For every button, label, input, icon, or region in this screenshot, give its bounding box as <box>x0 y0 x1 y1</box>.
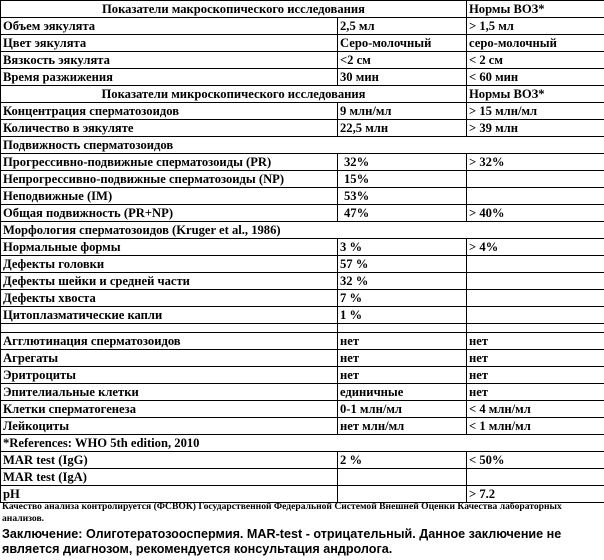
parameter-name: Непрогрессивно-подвижные сперматозоиды (NP) <box>1 171 338 188</box>
table-row <box>1 120 604 137</box>
result-value: 32% <box>338 154 467 171</box>
norm-value <box>467 273 604 290</box>
parameter-name: MAR test (IgG) <box>1 452 338 469</box>
conclusion-text: Заключение: Олиготератозооспермия. MAR-test - отрицательный. Данное заключение не является диагнозом, рекомендуется консультация андролога. <box>2 527 562 556</box>
result-value: 2,5 мл <box>338 18 467 35</box>
section-header-title: Показатели макроскопического исследования <box>1 1 467 18</box>
parameter-name: Количество в эякуляте <box>1 120 338 137</box>
result-value: 57 % <box>338 256 467 273</box>
norm-value: > 39 млн <box>467 120 604 137</box>
parameter-name: Объем эякулята <box>1 18 338 35</box>
section-title: Морфология сперматозоидов (Kruger et al., 1986) <box>1 222 604 239</box>
table-row <box>1 171 604 188</box>
empty-cell <box>467 324 604 333</box>
result-value: 22,5 млн <box>338 120 467 137</box>
parameter-name: Нормальные формы <box>1 239 338 256</box>
norms-header: Нормы ВОЗ* <box>467 1 604 18</box>
table-row <box>1 205 604 222</box>
parameter-name: Цвет эякулята <box>1 35 338 52</box>
empty-cell <box>1 324 338 333</box>
section-header-title: Показатели микроскопического исследования <box>1 86 467 103</box>
parameter-name: Агрегаты <box>1 350 338 367</box>
micro-header-row <box>1 86 604 103</box>
result-value: 15% <box>338 171 467 188</box>
norm-value: нет <box>467 333 604 350</box>
result-value: 53% <box>338 188 467 205</box>
table-row <box>1 154 604 171</box>
norm-value: > 32% <box>467 154 604 171</box>
table-row <box>1 452 604 469</box>
table-row <box>1 367 604 384</box>
parameter-name: pH <box>1 486 338 503</box>
parameter-name: Лейкоциты <box>1 418 338 435</box>
table-row <box>1 418 604 435</box>
norm-value <box>467 256 604 273</box>
norm-value: < 4 млн/мл <box>467 401 604 418</box>
parameter-name: Дефекты хвоста <box>1 290 338 307</box>
result-value: 7 % <box>338 290 467 307</box>
section-title: *References: WHO 5th edition, 2010 <box>1 435 604 452</box>
norms-header: Нормы ВОЗ* <box>467 86 604 103</box>
result-value <box>338 469 467 486</box>
norm-value: нет <box>467 350 604 367</box>
result-value: 47% <box>338 205 467 222</box>
result-value: единичные <box>338 384 467 401</box>
result-value: нет млн/мл <box>338 418 467 435</box>
macro-header-row <box>1 1 604 18</box>
table-row <box>1 350 604 367</box>
table-row <box>1 401 604 418</box>
parameter-name: Прогрессивно-подвижные сперматозоиды (PR) <box>1 154 338 171</box>
norm-value <box>467 469 604 486</box>
norm-value <box>467 171 604 188</box>
table-row <box>1 290 604 307</box>
parameter-name: Агглютинация сперматозоидов <box>1 333 338 350</box>
parameter-name: Дефекты шейки и средней части <box>1 273 338 290</box>
result-value: нет <box>338 333 467 350</box>
parameter-name: Общая подвижность (PR+NP) <box>1 205 338 222</box>
norm-value: < 60 мин <box>467 69 604 86</box>
result-value: нет <box>338 367 467 384</box>
norm-value: > 4% <box>467 239 604 256</box>
table-row <box>1 384 604 401</box>
morphology-section-row <box>1 222 604 239</box>
norm-value: < 2 см <box>467 52 604 69</box>
parameter-name: MAR test (IgA) <box>1 469 338 486</box>
norm-value <box>467 307 604 324</box>
norm-value: > 7.2 <box>467 486 604 503</box>
quality-control-note: Качество анализа контролируется (ФСВОК) Государственной Федеральной Системой Внешней Оценки Качества лабораторных анализов. <box>2 501 562 524</box>
table-row <box>1 469 604 486</box>
parameter-name: Клетки сперматогенеза <box>1 401 338 418</box>
norm-value: > 15 млн/мл <box>467 103 604 120</box>
norm-value: серо-молочный <box>467 35 604 52</box>
result-value: Серо-молочный <box>338 35 467 52</box>
table-row <box>1 486 604 503</box>
result-value: 32 % <box>338 273 467 290</box>
result-value: 0-1 млн/мл <box>338 401 467 418</box>
table-row <box>1 307 604 324</box>
table-row <box>1 256 604 273</box>
parameter-name: Эпителиальные клетки <box>1 384 338 401</box>
parameter-name: Время разжижения <box>1 69 338 86</box>
result-value: 3 % <box>338 239 467 256</box>
parameter-name: Вязкость эякулята <box>1 52 338 69</box>
norm-value: нет <box>467 384 604 401</box>
result-value: <2 см <box>338 52 467 69</box>
norm-value: < 1 млн/мл <box>467 418 604 435</box>
empty-cell <box>338 324 467 333</box>
parameter-name: Эритроциты <box>1 367 338 384</box>
table-row <box>1 273 604 290</box>
norm-value: > 40% <box>467 205 604 222</box>
norm-value: < 50% <box>467 452 604 469</box>
table-row <box>1 52 604 69</box>
norm-value <box>467 188 604 205</box>
table-row <box>1 35 604 52</box>
parameter-name: Дефекты головки <box>1 256 338 273</box>
result-value: нет <box>338 350 467 367</box>
parameter-name: Неподвижные (IM) <box>1 188 338 205</box>
section-title: Подвижность сперматозоидов <box>1 137 604 154</box>
table-row <box>1 18 604 35</box>
parameter-name: Концентрация сперматозоидов <box>1 103 338 120</box>
norm-value <box>467 290 604 307</box>
parameter-name: Цитоплазматические капли <box>1 307 338 324</box>
result-value: 1 % <box>338 307 467 324</box>
table-row <box>1 188 604 205</box>
table-row <box>1 103 604 120</box>
result-value: 2 % <box>338 452 467 469</box>
motility-section-row <box>1 137 604 154</box>
result-value <box>338 486 467 503</box>
result-value: 30 мин <box>338 69 467 86</box>
table-row <box>1 239 604 256</box>
norm-value: > 1,5 мл <box>467 18 604 35</box>
norm-value: нет <box>467 367 604 384</box>
table-row <box>1 69 604 86</box>
spacer-row <box>1 324 604 333</box>
table-row <box>1 333 604 350</box>
result-value: 9 млн/мл <box>338 103 467 120</box>
references-row <box>1 435 604 452</box>
